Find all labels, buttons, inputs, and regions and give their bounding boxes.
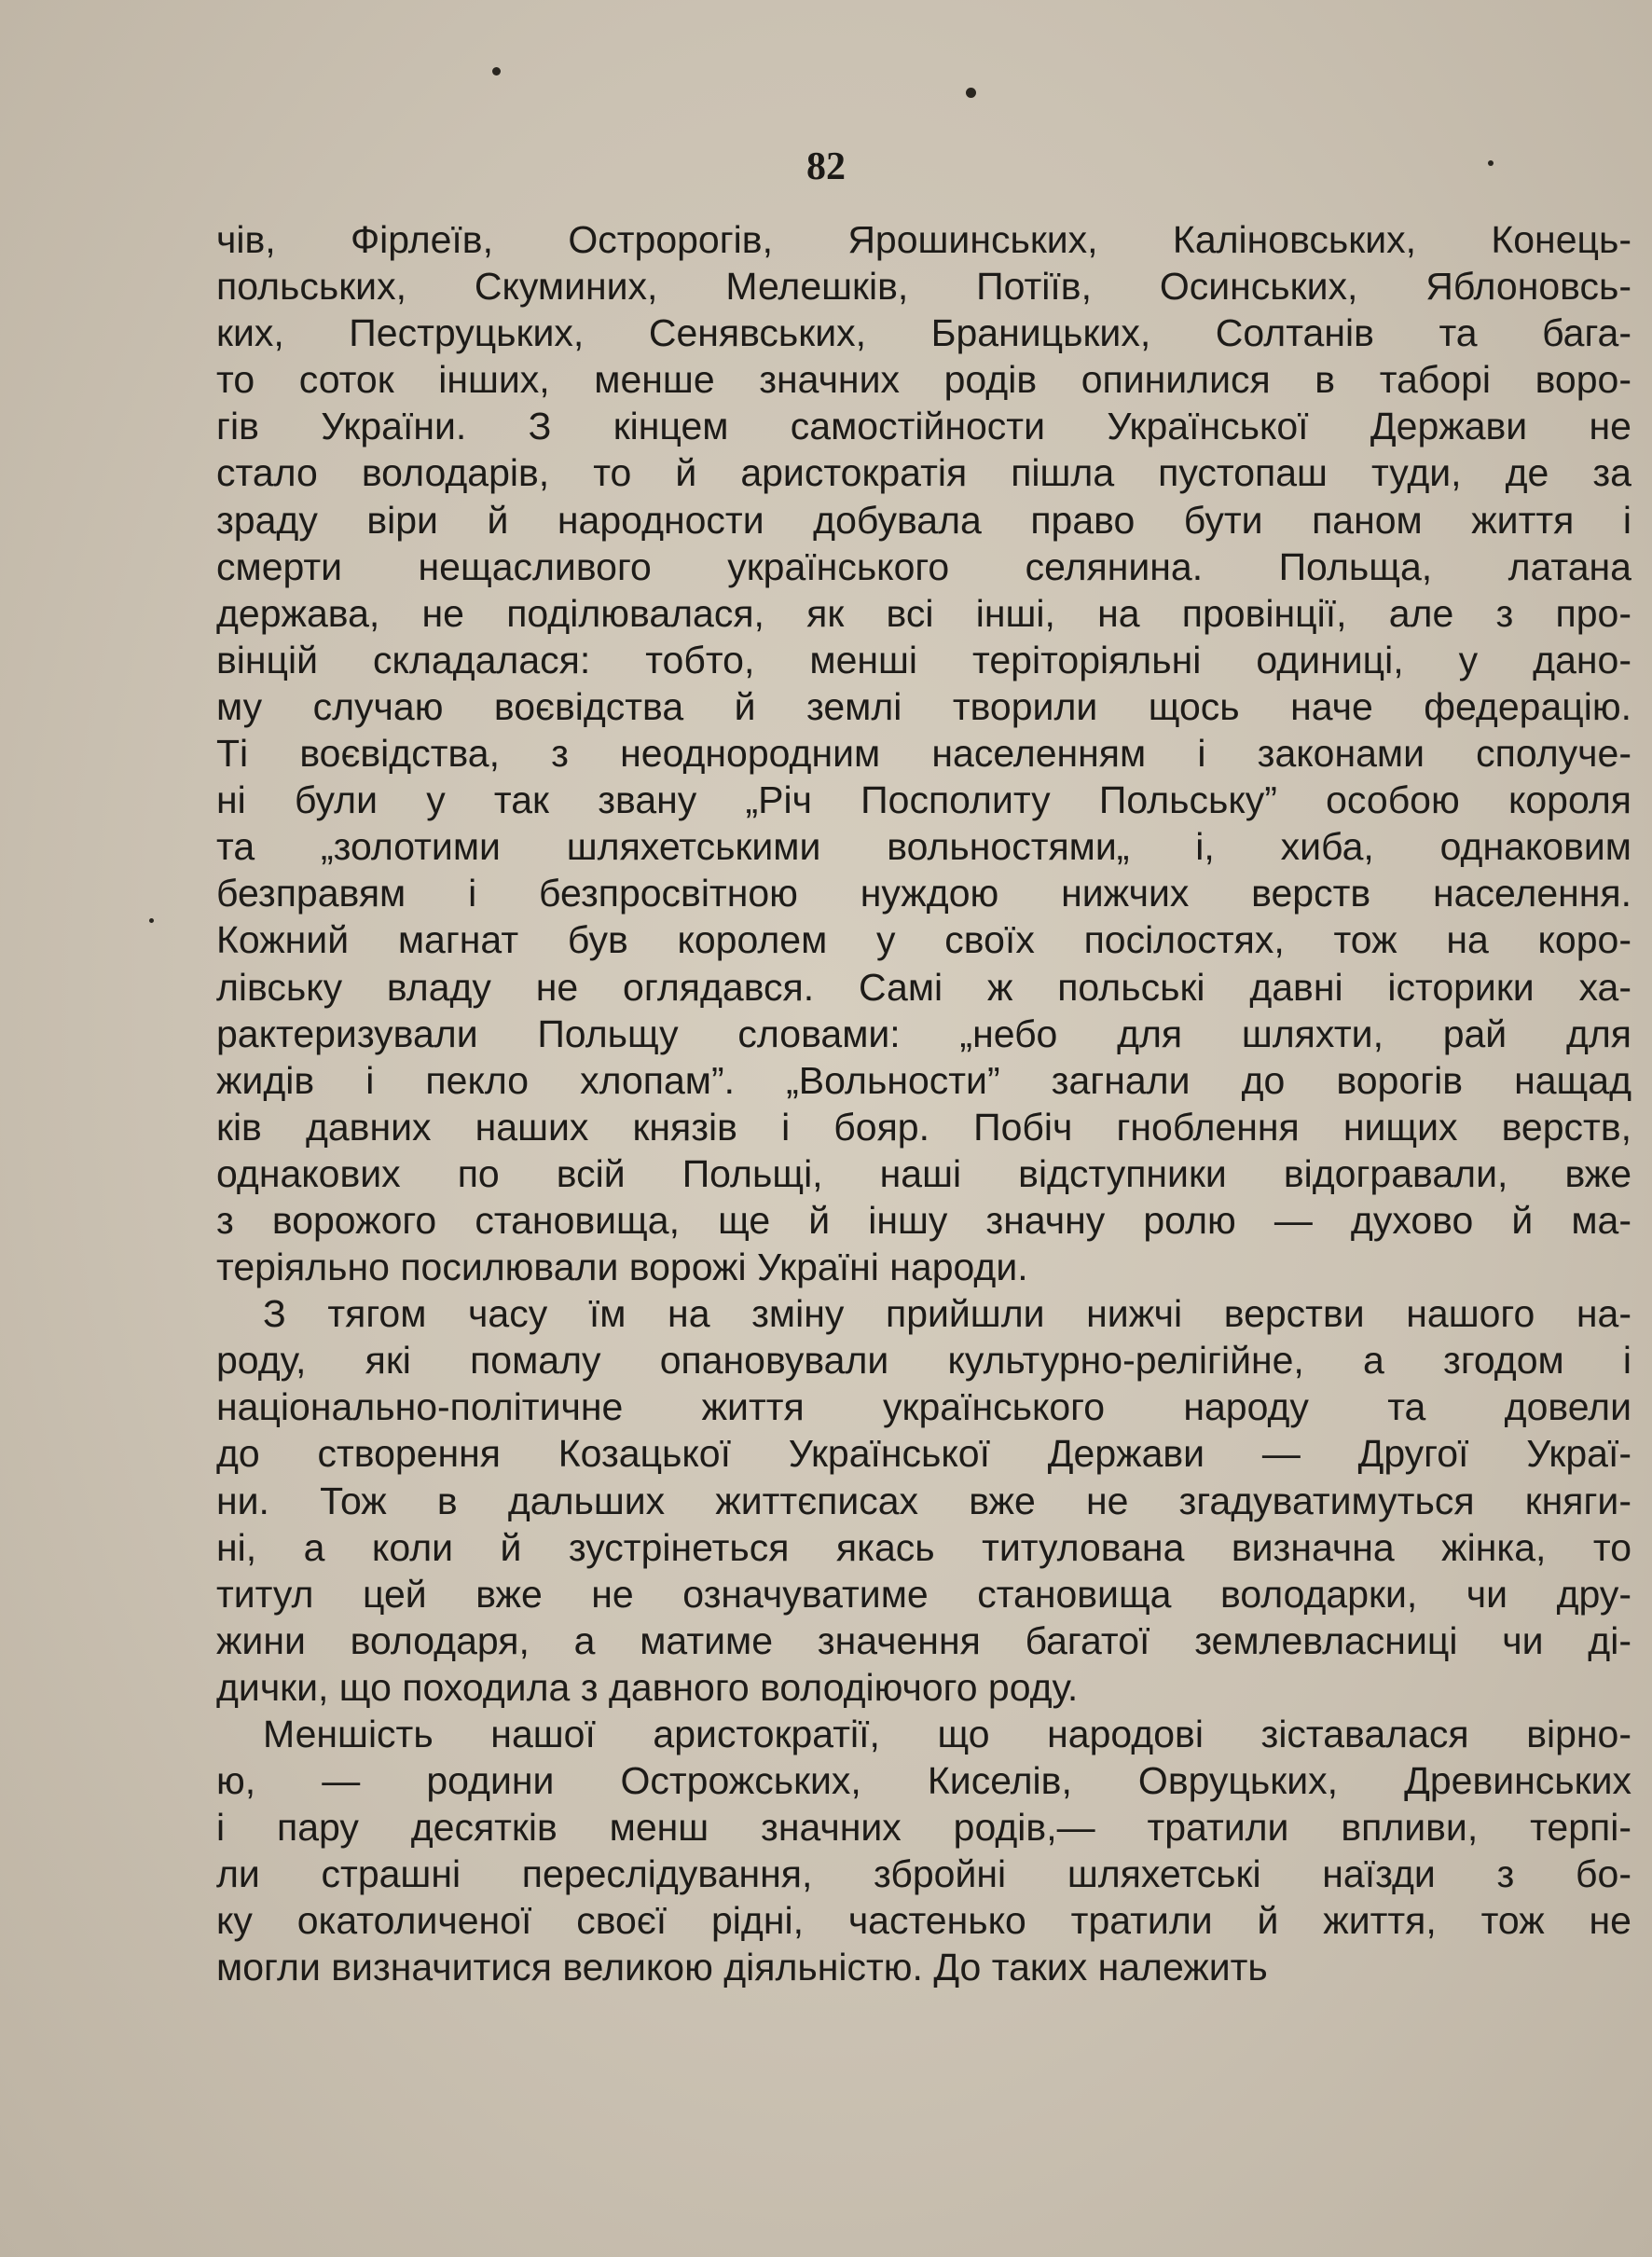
text-line: до створення Козацької Української Держави — Другої Украї- xyxy=(216,1432,1631,1476)
text-line: ю, — родини Острожських, Киселів, Овруцьких, Древинських xyxy=(216,1759,1631,1803)
text-line: теріяльно посилювали ворожі Україні народи. xyxy=(216,1245,1028,1289)
text-line: ли страшні переслідування, збройні шляхетські наїзди з бо- xyxy=(216,1852,1631,1896)
text-line: ких, Пеструцьких, Сенявських, Браницьких, Солтанів та бага- xyxy=(216,311,1631,355)
text-line: жини володаря, а матиме значення багатої землевласниці чи ді- xyxy=(216,1618,1631,1662)
text-line: національно-політичне життя українського народу та довели xyxy=(216,1385,1631,1429)
text-line: роду, які помалу опановували культурно-релігійне, а згодом і xyxy=(216,1339,1631,1383)
text-line: ні були у так звану „Річ Посполиту Польську” особою короля xyxy=(216,778,1631,822)
text-line: жидів і пекло хлопам”. „Вольности” загнали до ворогів нащад xyxy=(216,1058,1631,1102)
text-line: ків давних наших князів і бояр. Побіч гноблення нищих верств, xyxy=(216,1105,1631,1149)
text-line: держава, не поділювалася, як всі інші, на провінції, але з про- xyxy=(216,591,1631,635)
text-line: смерти нещасливого українського селянина. Польща, латана xyxy=(216,544,1631,588)
text-line: і пару десятків менш значних родів,— тратили впливи, терпі- xyxy=(216,1806,1631,1850)
text-line: лівську владу не оглядався. Самі ж польські давні історики ха- xyxy=(216,965,1631,1009)
text-line: вінцій складалася: тобто, менші теріторіяльні одиниці, у дано- xyxy=(216,638,1631,681)
text-line: рактеризували Польщу словами: „небо для шляхти, рай для xyxy=(216,1012,1631,1055)
paragraph xyxy=(216,216,1631,1290)
paragraph xyxy=(216,1290,1631,1711)
ink-speck xyxy=(966,88,976,98)
text-line: му случаю воєвідства й землі творили щось наче федерацію. xyxy=(216,684,1631,728)
body-text xyxy=(216,216,1631,1991)
text-line: однакових по всій Польщі, наші відступники відогравали, вже xyxy=(216,1151,1631,1195)
text-line: то соток інших, менше значних родів опинилися в таборі воро- xyxy=(216,358,1631,402)
text-line: чів, Фірлеїв, Остророгів, Ярошинських, Каліновських, Конець- xyxy=(216,218,1631,261)
text-line: з ворожого становища, ще й іншу значну ролю — духово й ма- xyxy=(216,1198,1631,1242)
text-line: могли визначитися великою діяльністю. До таких належить xyxy=(216,1946,1268,1989)
ink-speck xyxy=(492,67,501,76)
text-line: ку окатоличеної своєї рідні, частенько тратили й життя, тож не xyxy=(216,1899,1631,1943)
text-line: безправям і безпросвітною нуждою нижчих верств населення. xyxy=(216,872,1631,915)
text-line: титул цей вже не означуватиме становища володарки, чи дру- xyxy=(216,1572,1631,1616)
text-line: ни. Тож в дальших життєписах вже не згадуватимуться княги- xyxy=(216,1479,1631,1522)
text-line: Ті воєвідства, з неоднородним населенням і законами сполуче- xyxy=(216,732,1631,776)
text-line: польських, Скуминих, Мелешків, Потіїв, Осинських, Яблоновсь- xyxy=(216,265,1631,309)
text-line: та „золотими шляхетськими вольностями„ і, хиба, однаковим xyxy=(216,825,1631,869)
paragraph xyxy=(216,1711,1631,1991)
ink-speck xyxy=(149,918,154,923)
text-line: дички, що походила з давного володіючого роду. xyxy=(216,1665,1079,1709)
text-line: зраду віри й народности добувала право бути паном життя і xyxy=(216,498,1631,542)
text-line: З тягом часу їм на зміну прийшли нижчі верстви нашого на- xyxy=(263,1292,1631,1336)
text-line: стало володарів, то й аристократія пішла пустопаш туди, де за xyxy=(216,451,1631,495)
text-line: Кожний магнат був королем у своїх посілостях, тож на коро- xyxy=(216,918,1631,962)
page-number: 82 xyxy=(806,145,846,188)
text-line: гів України. З кінцем самостійности Української Держави не xyxy=(216,405,1631,448)
text-line: Меншість нашої аристократії, що народові зіставалася вірно- xyxy=(263,1713,1631,1755)
text-line: ні, а коли й зустрінеться якась титулована визначна жінка, то xyxy=(216,1525,1631,1569)
